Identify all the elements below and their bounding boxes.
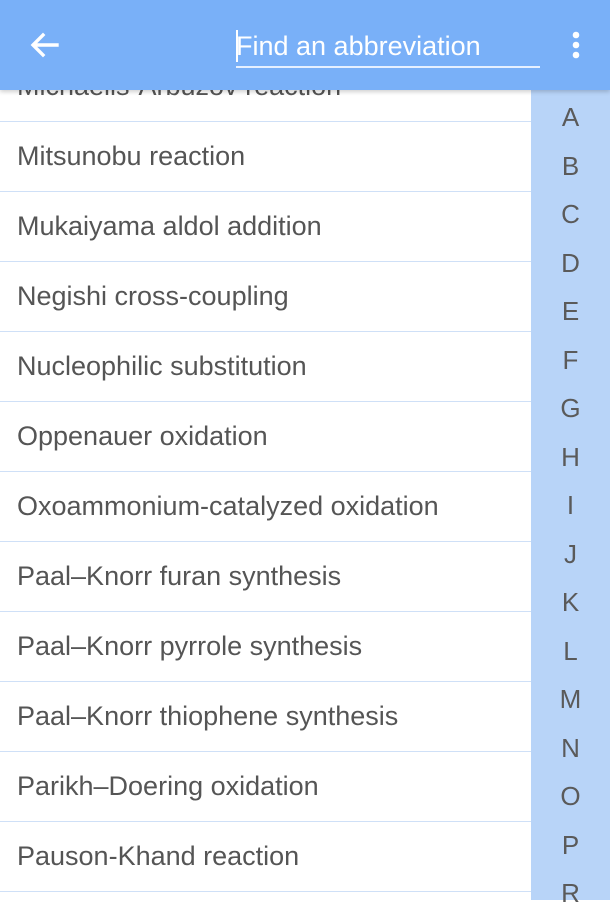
index-letter[interactable]: L	[563, 635, 578, 666]
alphabet-index	[531, 90, 610, 908]
index-letter[interactable]: M	[559, 684, 582, 714]
index-letter[interactable]: P	[561, 829, 580, 860]
index-letter[interactable]: I	[566, 490, 575, 520]
index-letter[interactable]: B	[561, 150, 580, 181]
arrow-left-icon	[29, 32, 59, 58]
index-letter[interactable]: H	[561, 441, 580, 472]
list-item-label: Paal–Knorr pyrrole synthesis	[17, 631, 363, 661]
index-letter[interactable]: J	[564, 538, 577, 569]
list-item-label: Oxoammonium-catalyzed oxidation	[17, 491, 439, 521]
list-item-label: Negishi cross-coupling	[17, 281, 289, 311]
list-item[interactable]	[0, 192, 531, 262]
list-item-label: Mukaiyama aldol addition	[17, 211, 322, 241]
text-cursor	[236, 30, 238, 62]
list-item[interactable]	[0, 822, 531, 892]
list-item-label: Pauson-Khand reaction	[17, 841, 300, 871]
app-bar	[0, 0, 610, 90]
index-letter[interactable]: R	[561, 878, 580, 908]
list-item-label: Parikh–Doering oxidation	[17, 771, 319, 801]
index-letter[interactable]: N	[561, 732, 580, 763]
list-item[interactable]	[0, 122, 531, 192]
list-item-label: Oppenauer oxidation	[17, 421, 268, 451]
more-vert-icon	[571, 30, 581, 60]
list-item[interactable]	[0, 402, 531, 472]
list-item-label: Nucleophilic substitution	[17, 351, 307, 381]
index-letter[interactable]: E	[561, 296, 580, 326]
index-letter[interactable]: G	[560, 393, 581, 423]
list-item[interactable]	[0, 542, 531, 612]
search-field[interactable]	[236, 26, 540, 68]
index-letter[interactable]: C	[561, 199, 580, 229]
list-item-label: Paal–Knorr thiophene synthesis	[17, 701, 399, 731]
index-letter[interactable]: D	[561, 247, 580, 278]
list-item[interactable]	[0, 752, 531, 822]
index-letter[interactable]: K	[561, 587, 580, 617]
reaction-list	[0, 52, 531, 892]
list-item[interactable]	[0, 262, 531, 332]
list-item[interactable]	[0, 612, 531, 682]
more-options-button[interactable]	[556, 25, 596, 65]
index-letter[interactable]: A	[561, 102, 580, 132]
back-button[interactable]	[22, 25, 66, 65]
list-item-label: Mitsunobu reaction	[17, 141, 246, 171]
index-letter[interactable]: F	[562, 344, 579, 375]
search-input[interactable]	[236, 26, 540, 68]
index-letter[interactable]: O	[560, 781, 581, 811]
list-item[interactable]	[0, 332, 531, 402]
list-item[interactable]	[0, 472, 531, 542]
list-item[interactable]	[0, 682, 531, 752]
list-item-label: Paal–Knorr furan synthesis	[17, 561, 342, 591]
